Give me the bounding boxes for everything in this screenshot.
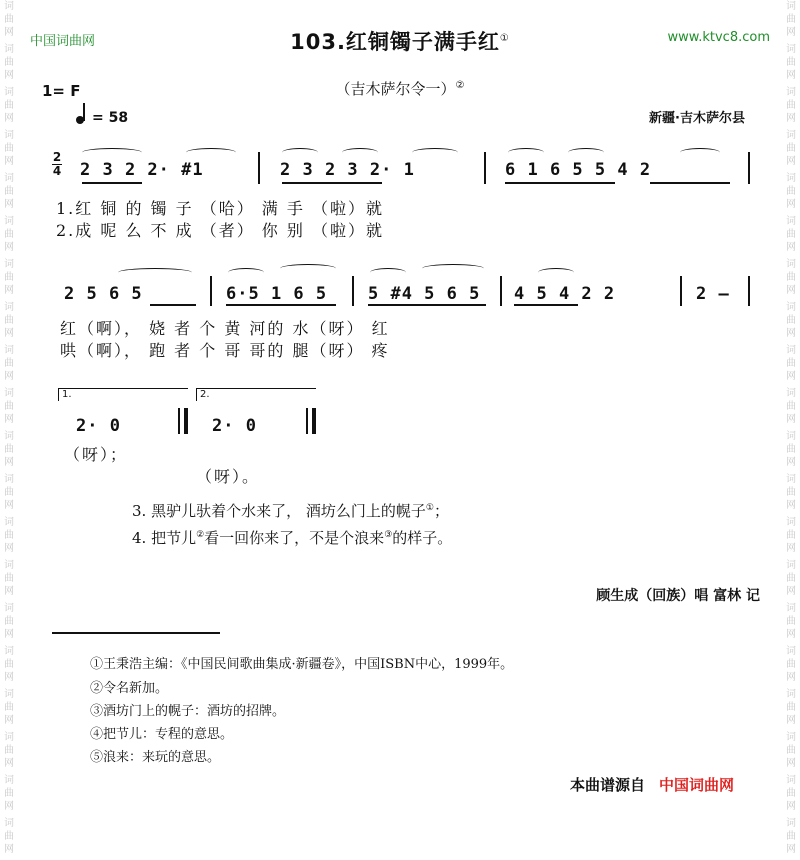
- watermark-glyph: 曲: [4, 573, 14, 584]
- watermark-glyph: 曲: [4, 401, 14, 412]
- watermark-glyph: 网: [786, 672, 796, 683]
- slur: [82, 148, 142, 157]
- watermark-glyph: 词: [4, 87, 14, 98]
- watermark-glyph: 词: [4, 173, 14, 184]
- lyric-ending-1: （呀）；: [64, 445, 129, 464]
- barline: [748, 152, 750, 184]
- watermark-glyph: 曲: [4, 14, 14, 25]
- watermark-glyph: 曲: [786, 272, 796, 283]
- watermark-glyph: 词: [4, 646, 14, 657]
- subtitle-footnote-mark: ②: [455, 80, 465, 91]
- beam-line: [226, 304, 336, 306]
- verse-3-mark: ①: [425, 503, 434, 513]
- watermark-glyph: 网: [4, 543, 14, 554]
- watermark-glyph: 词: [786, 345, 796, 356]
- watermark-right: [784, 0, 798, 855]
- repeat-barline-thick: [184, 408, 188, 434]
- watermark-glyph: 词: [4, 259, 14, 270]
- watermark-glyph: 曲: [786, 57, 796, 68]
- watermark-glyph: 网: [4, 801, 14, 812]
- watermark-glyph: 词: [4, 431, 14, 442]
- measure-2-1: 2 5 6 5: [64, 284, 143, 304]
- footnote-2: ②令名新加。: [90, 681, 169, 696]
- verse-4-mark-2: ③: [384, 530, 393, 540]
- watermark-glyph: 网: [4, 672, 14, 683]
- beam-line: [650, 182, 730, 184]
- watermark-glyph: 曲: [4, 831, 14, 842]
- slur: [680, 148, 720, 157]
- watermark-glyph: 网: [4, 457, 14, 468]
- watermark-glyph: 曲: [786, 616, 796, 627]
- watermark-glyph: 词: [4, 517, 14, 528]
- footnote-divider: [52, 632, 220, 634]
- slur: [118, 268, 192, 277]
- watermark-glyph: 曲: [786, 487, 796, 498]
- lyric-line2-verse2: 哄（啊）， 跑 者 个 哥 哥的 腿（呀） 疼: [60, 341, 390, 360]
- footnote-1: ①王秉浩主编：《中国民间歌曲集成·新疆卷》，中国ISBN中心，1999年。: [90, 657, 514, 672]
- watermark-glyph: 网: [4, 844, 14, 855]
- watermark-glyph: 网: [4, 629, 14, 640]
- watermark-glyph: 曲: [4, 444, 14, 455]
- measure-2-2: 6·5 1 6 5: [226, 284, 328, 304]
- watermark-glyph: 网: [786, 156, 796, 167]
- watermark-glyph: 词: [4, 1, 14, 12]
- watermark-glyph: 曲: [786, 831, 796, 842]
- ending-1-notes: 2· 0: [76, 416, 121, 436]
- key-signature: 1= F: [42, 82, 81, 100]
- source-attribution: [570, 774, 734, 795]
- watermark-glyph: 词: [786, 689, 796, 700]
- watermark-glyph: 词: [786, 474, 796, 485]
- verse-3-text: 3. 黑驴儿驮着个水来了， 酒坊么门上的幌子: [132, 502, 426, 520]
- slur: [228, 268, 264, 277]
- slur: [370, 268, 406, 277]
- watermark-glyph: 词: [4, 818, 14, 829]
- watermark-glyph: 网: [4, 242, 14, 253]
- measure-1-1: 2 3 2 2· #1: [80, 160, 204, 180]
- watermark-glyph: 词: [786, 603, 796, 614]
- verse-4-text-a: 4. 把节儿: [132, 529, 197, 547]
- watermark-glyph: 网: [786, 457, 796, 468]
- watermark-glyph: 词: [786, 517, 796, 528]
- slur: [568, 148, 604, 157]
- watermark-glyph: 网: [4, 113, 14, 124]
- watermark-glyph: 曲: [786, 100, 796, 111]
- beam-line: [368, 304, 486, 306]
- watermark-glyph: 曲: [4, 358, 14, 369]
- slur: [186, 148, 236, 157]
- watermark-glyph: 网: [786, 844, 796, 855]
- watermark-glyph: 网: [4, 414, 14, 425]
- watermark-glyph: 曲: [786, 745, 796, 756]
- quarter-note-icon: [76, 116, 84, 124]
- watermark-glyph: 曲: [4, 702, 14, 713]
- watermark-glyph: 词: [786, 646, 796, 657]
- final-barline: [306, 408, 308, 434]
- footnote-5: ⑤浪来：来玩的意思。: [90, 750, 221, 765]
- tempo-marking: [76, 110, 128, 126]
- song-subtitle: [0, 78, 800, 99]
- watermark-glyph: 曲: [4, 186, 14, 197]
- watermark-glyph: 网: [786, 113, 796, 124]
- watermark-glyph: 曲: [4, 100, 14, 111]
- measure-2-5: 2 —: [696, 284, 730, 304]
- watermark-glyph: 曲: [4, 659, 14, 670]
- measure-1-3: 6 1 6 5 5 4 2: [505, 160, 652, 180]
- watermark-glyph: 网: [786, 586, 796, 597]
- song-origin: 新疆·吉木萨尔县: [649, 111, 745, 126]
- watermark-glyph: 词: [786, 44, 796, 55]
- watermark-glyph: 曲: [4, 487, 14, 498]
- time-signature: [52, 152, 62, 177]
- slur: [538, 268, 574, 277]
- performer-credit: 顾生成（回族）唱 富林 记: [596, 588, 760, 604]
- verse-3-end: ；: [433, 502, 449, 520]
- watermark-glyph: 曲: [786, 401, 796, 412]
- title-footnote-mark: ①: [499, 33, 510, 44]
- beam-line: [150, 304, 196, 306]
- ending-2-notes: 2· 0: [212, 416, 257, 436]
- watermark-glyph: 网: [786, 285, 796, 296]
- watermark-glyph: 网: [4, 371, 14, 382]
- watermark-glyph: 词: [786, 732, 796, 743]
- footnote-3: ③酒坊门上的幌子：酒坊的招牌。: [90, 704, 286, 719]
- watermark-glyph: 曲: [4, 143, 14, 154]
- watermark-glyph: 词: [786, 431, 796, 442]
- watermark-glyph: 网: [786, 629, 796, 640]
- watermark-glyph: 词: [786, 775, 796, 786]
- watermark-glyph: 网: [786, 70, 796, 81]
- watermark-glyph: 曲: [4, 229, 14, 240]
- watermark-glyph: 网: [4, 500, 14, 511]
- watermark-glyph: 词: [786, 259, 796, 270]
- verse-3: [132, 500, 449, 521]
- watermark-glyph: 曲: [786, 573, 796, 584]
- slur: [282, 148, 318, 157]
- beam-line: [82, 182, 142, 184]
- watermark-glyph: 曲: [4, 57, 14, 68]
- watermark-glyph: 曲: [4, 315, 14, 326]
- watermark-glyph: 词: [4, 302, 14, 313]
- watermark-glyph: 曲: [786, 659, 796, 670]
- watermark-glyph: 网: [4, 285, 14, 296]
- title-text: 103.红铜镯子满手红: [290, 30, 500, 54]
- barline: [352, 276, 354, 306]
- watermark-glyph: 网: [4, 715, 14, 726]
- watermark-glyph: 网: [786, 199, 796, 210]
- watermark-left: [2, 0, 16, 855]
- lyric-line2-verse1: 红（啊）， 娆 者 个 黄 河的 水（呀） 红: [60, 319, 390, 338]
- watermark-glyph: 网: [4, 70, 14, 81]
- time-sig-bottom: 4: [52, 164, 62, 178]
- watermark-glyph: 网: [786, 414, 796, 425]
- watermark-glyph: 网: [4, 27, 14, 38]
- watermark-glyph: 曲: [786, 530, 796, 541]
- watermark-glyph: 网: [786, 27, 796, 38]
- beam-line: [505, 182, 615, 184]
- footnote-4: ④把节儿：专程的意思。: [90, 727, 234, 742]
- watermark-glyph: 词: [786, 87, 796, 98]
- subtitle-text: （吉木萨尔令一）: [335, 80, 456, 98]
- site-url-right[interactable]: www.ktvc8.com: [667, 30, 770, 45]
- lyric-line1-verse1: 1.红 铜 的 镯 子 （哈） 满 手 （啦）就: [56, 199, 384, 218]
- watermark-glyph: 词: [4, 603, 14, 614]
- verse-4-text-b: 看一回你来了，不是个浪来: [204, 529, 385, 547]
- measure-2-3: 5 #4 5 6 5: [368, 284, 481, 304]
- watermark-glyph: 词: [4, 345, 14, 356]
- barline: [210, 276, 212, 306]
- source-brand-link[interactable]: 中国词曲网: [659, 776, 735, 794]
- watermark-glyph: 曲: [786, 702, 796, 713]
- lyric-ending-2: （呀）。: [196, 467, 261, 486]
- measure-1-2: 2 3 2 3 2· 1: [280, 160, 415, 180]
- song-title: [0, 26, 800, 56]
- watermark-glyph: 曲: [786, 315, 796, 326]
- watermark-glyph: 词: [786, 560, 796, 571]
- watermark-glyph: 曲: [786, 788, 796, 799]
- watermark-glyph: 网: [4, 586, 14, 597]
- slur: [508, 148, 544, 157]
- watermark-glyph: 曲: [786, 444, 796, 455]
- second-ending-bracket: [196, 388, 316, 401]
- barline: [258, 152, 260, 184]
- watermark-glyph: 曲: [786, 186, 796, 197]
- barline: [484, 152, 486, 184]
- watermark-glyph: 词: [4, 732, 14, 743]
- watermark-glyph: 词: [786, 1, 796, 12]
- slur: [412, 148, 458, 157]
- watermark-glyph: 网: [4, 328, 14, 339]
- slur: [422, 264, 484, 273]
- watermark-glyph: 网: [786, 715, 796, 726]
- watermark-glyph: 网: [786, 371, 796, 382]
- watermark-glyph: 网: [786, 801, 796, 812]
- first-ending-label: 1.: [62, 389, 72, 400]
- watermark-glyph: 词: [4, 44, 14, 55]
- watermark-glyph: 曲: [786, 229, 796, 240]
- tempo-value: = 58: [92, 110, 129, 126]
- watermark-glyph: 网: [4, 199, 14, 210]
- watermark-glyph: 网: [786, 758, 796, 769]
- repeat-barline: [178, 408, 180, 434]
- watermark-glyph: 曲: [4, 616, 14, 627]
- watermark-glyph: 词: [4, 388, 14, 399]
- time-sig-top: 2: [52, 150, 62, 164]
- first-ending-bracket: [58, 388, 188, 401]
- verse-4-mark-1: ②: [196, 530, 205, 540]
- final-barline-thick: [312, 408, 316, 434]
- watermark-glyph: 词: [4, 689, 14, 700]
- watermark-glyph: 网: [786, 328, 796, 339]
- watermark-glyph: 词: [786, 216, 796, 227]
- watermark-glyph: 网: [786, 500, 796, 511]
- watermark-glyph: 词: [786, 173, 796, 184]
- slur: [280, 264, 336, 273]
- second-ending-label: 2.: [200, 389, 210, 400]
- watermark-glyph: 曲: [786, 358, 796, 369]
- watermark-glyph: 词: [786, 388, 796, 399]
- watermark-glyph: 曲: [4, 788, 14, 799]
- slur: [342, 148, 378, 157]
- watermark-glyph: 词: [4, 474, 14, 485]
- watermark-glyph: 曲: [4, 272, 14, 283]
- lyric-line1-verse2: 2.成 呢 么 不 成 （者） 你 别 （啦）就: [56, 221, 384, 240]
- site-name-left[interactable]: 中国词曲网: [30, 34, 96, 49]
- watermark-glyph: 网: [4, 156, 14, 167]
- watermark-glyph: 曲: [786, 14, 796, 25]
- watermark-glyph: 词: [4, 130, 14, 141]
- barline: [500, 276, 502, 306]
- watermark-glyph: 词: [4, 560, 14, 571]
- watermark-glyph: 曲: [786, 143, 796, 154]
- barline: [748, 276, 750, 306]
- watermark-glyph: 词: [786, 818, 796, 829]
- watermark-glyph: 网: [4, 758, 14, 769]
- watermark-glyph: 词: [4, 216, 14, 227]
- beam-line: [282, 182, 382, 184]
- verse-4: [132, 527, 452, 548]
- watermark-glyph: 词: [4, 775, 14, 786]
- measure-2-4: 4 5 4 2 2: [514, 284, 616, 304]
- watermark-glyph: 词: [786, 130, 796, 141]
- beam-line: [514, 304, 578, 306]
- watermark-glyph: 网: [786, 543, 796, 554]
- watermark-glyph: 词: [786, 302, 796, 313]
- watermark-glyph: 网: [786, 242, 796, 253]
- verse-4-text-c: 的样子。: [392, 529, 453, 547]
- barline: [680, 276, 682, 306]
- watermark-glyph: 曲: [4, 530, 14, 541]
- source-label: 本曲谱源自: [570, 776, 646, 794]
- watermark-glyph: 曲: [4, 745, 14, 756]
